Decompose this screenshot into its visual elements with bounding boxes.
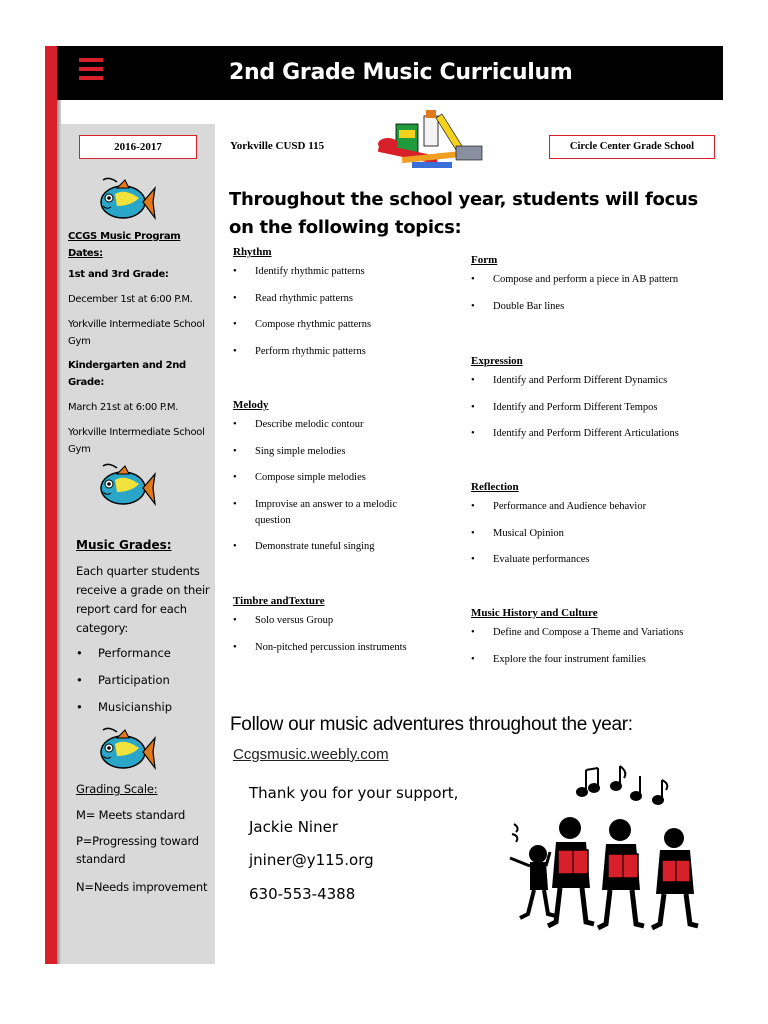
section-title: Melody <box>233 399 269 411</box>
grades-title: Music Grades: <box>76 538 172 552</box>
section-title: Timbre andTexture <box>233 595 325 607</box>
topic-list <box>471 272 716 315</box>
list-item: • Musical Opinion <box>471 526 716 542</box>
list-item: • Compose simple melodies <box>233 470 433 486</box>
section-title: Expression <box>471 355 523 367</box>
topic-list <box>471 625 696 668</box>
scale-needs: N=Needs improvement <box>76 880 208 894</box>
list-item: • Performance and Audience behavior <box>471 499 716 515</box>
list-item: • Compose rhythmic patterns <box>233 317 433 333</box>
website-link[interactable]: Ccgsmusic.weebly.com <box>233 746 389 763</box>
list-item: • Performance <box>76 646 172 673</box>
list-item: • Identify rhythmic patterns <box>233 264 433 280</box>
intro-heading: Throughout the school year, students will focus on the following topics: <box>229 189 698 238</box>
list-item: • Identify and Perform Different Tempos <box>471 400 716 416</box>
list-item: • Explore the four instrument families <box>471 652 696 668</box>
event1-location: Yorkville Intermediate School Gym <box>68 319 205 347</box>
scale-progressing: P=Progressing toward standard <box>76 834 199 866</box>
section-history <box>471 607 696 678</box>
teacher-name: Jackie Niner <box>249 818 339 836</box>
fish-icon <box>95 462 157 510</box>
event1-date: December 1st at 6:00 P.M. <box>68 294 193 305</box>
sidebar <box>61 124 215 964</box>
topic-list <box>233 264 433 360</box>
event2-date: March 21st at 6:00 P.M. <box>68 402 179 413</box>
section-title: Form <box>471 254 498 266</box>
page-title: 2nd Grade Music Curriculum <box>229 60 573 85</box>
fish-icon <box>95 176 157 224</box>
header-banner <box>57 46 723 100</box>
list-item: • Solo versus Group <box>233 613 433 629</box>
grades-description: Each quarter students receive a grade on their report card for each category: <box>76 564 210 635</box>
section-rhythm <box>233 246 433 370</box>
list-item: • Read rhythmic patterns <box>233 291 433 307</box>
list-item: • Evaluate performances <box>471 552 716 568</box>
choir-singers-image <box>490 762 708 932</box>
list-item: • Participation <box>76 673 172 700</box>
email-text: jniner@y115.org <box>249 851 374 869</box>
menu-icon[interactable] <box>79 58 103 82</box>
grades-list <box>76 646 172 727</box>
topic-list <box>233 417 433 555</box>
scale-meets: M= Meets standard <box>76 808 186 822</box>
event1-grades: 1st and 3rd Grade: <box>68 269 169 280</box>
follow-heading: Follow our music adventures throughout the year: <box>230 714 633 735</box>
school-badge: Circle Center Grade School <box>549 135 715 159</box>
accent-stripe <box>45 46 57 964</box>
section-timbre <box>233 595 433 666</box>
list-item: • Define and Compose a Theme and Variations <box>471 625 696 641</box>
section-title: Music History and Culture <box>471 607 598 619</box>
list-item: • Identify and Perform Different Dynamics <box>471 373 716 389</box>
section-reflection <box>471 481 716 579</box>
list-item: • Compose and perform a piece in AB pattern <box>471 272 716 288</box>
list-item: • Identify and Perform Different Articulations <box>471 426 716 442</box>
program-title: CCGS Music Program Dates: <box>68 231 181 259</box>
school-supplies-image <box>372 110 488 174</box>
list-item: • Demonstrate tuneful singing <box>233 539 433 555</box>
list-item: • Improvise an answer to a melodic question <box>233 497 433 529</box>
event2-grades: Kindergarten and 2nd Grade: <box>68 360 186 388</box>
list-item: • Musicianship <box>76 700 172 727</box>
topic-list <box>233 613 433 656</box>
district-name: Yorkville CUSD 115 <box>230 140 325 152</box>
section-expression <box>471 355 716 453</box>
list-item: • Perform rhythmic patterns <box>233 344 433 360</box>
phone-text: 630-553-4388 <box>249 885 356 903</box>
list-item: • Double Bar lines <box>471 299 716 315</box>
section-melody <box>233 399 433 566</box>
topic-list <box>471 373 716 442</box>
year-badge: 2016-2017 <box>79 135 197 159</box>
list-item: • Describe melodic contour <box>233 417 433 433</box>
fish-icon <box>95 726 157 774</box>
topic-list <box>471 499 716 568</box>
section-form <box>471 254 716 325</box>
thanks-text: Thank you for your support, <box>249 784 459 802</box>
section-title: Rhythm <box>233 246 272 258</box>
list-item: • Sing simple melodies <box>233 444 433 460</box>
section-title: Reflection <box>471 481 519 493</box>
event2-location: Yorkville Intermediate School Gym <box>68 427 205 455</box>
scale-title: Grading Scale: <box>76 782 158 796</box>
list-item: • Non-pitched percussion instruments <box>233 640 433 656</box>
